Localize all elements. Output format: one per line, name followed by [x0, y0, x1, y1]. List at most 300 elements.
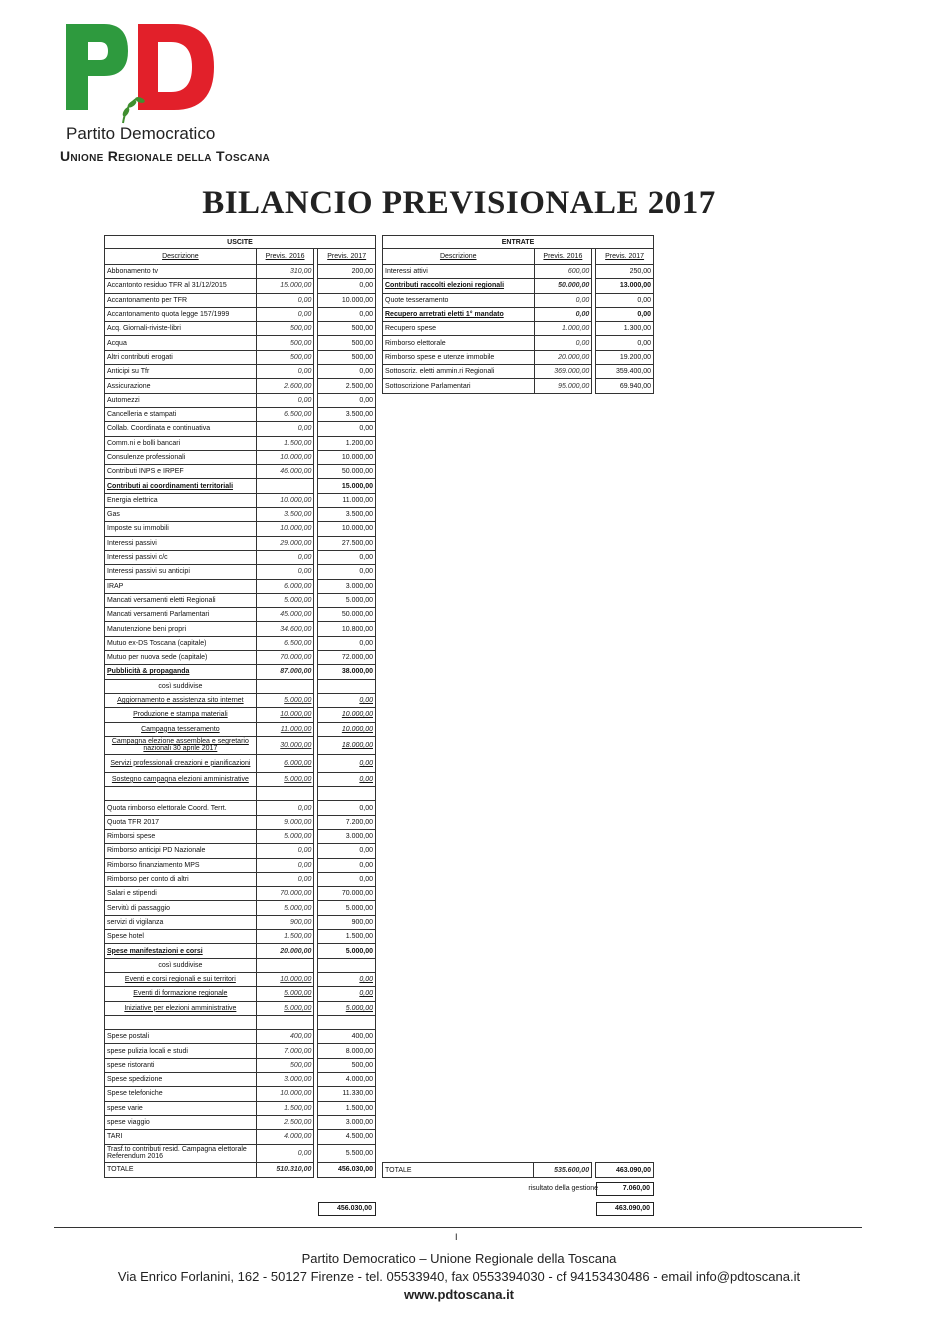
table-row [105, 708, 376, 722]
party-name: Partito Democratico [66, 124, 216, 143]
row-previs-2016: 0,00 [256, 307, 314, 321]
total-2017: 463.090,00 [596, 1163, 654, 1178]
row-previs-2017: 0,00 [318, 693, 376, 707]
table-row [105, 479, 376, 493]
table-row [105, 279, 376, 293]
row-previs-2017: 2.500,00 [318, 379, 376, 393]
row-previs-2017: 200,00 [318, 265, 376, 279]
row-previs-2016: 6.000,00 [256, 754, 314, 772]
row-description: Spese spedizione [105, 1073, 257, 1087]
row-previs-2016: 0,00 [256, 565, 314, 579]
row-description: Acqua [105, 336, 257, 350]
row-description: Eventi e corsi regionali e sui territori [105, 972, 257, 986]
row-previs-2016: 7.000,00 [256, 1044, 314, 1058]
table-row [383, 293, 654, 307]
row-previs-2016: 5.000,00 [256, 901, 314, 915]
row-previs-2017: 359.400,00 [596, 365, 654, 379]
table-row [105, 565, 376, 579]
row-description: Spese hotel [105, 930, 257, 944]
row-description: Consulenze professionali [105, 450, 257, 464]
row-description: Mancati versamenti eletti Regionali [105, 593, 257, 607]
row-previs-2016: 500,00 [256, 1058, 314, 1072]
table-row [105, 307, 376, 321]
table-row [105, 493, 376, 507]
row-previs-2017: 72.000,00 [318, 651, 376, 665]
row-previs-2017: 0,00 [318, 422, 376, 436]
row-previs-2016: 0,00 [256, 293, 314, 307]
row-description: Abbonamento tv [105, 265, 257, 279]
row-previs-2016: 10.000,00 [256, 493, 314, 507]
row-previs-2016 [256, 679, 314, 693]
table-row [105, 858, 376, 872]
row-previs-2016: 34.600,00 [256, 622, 314, 636]
table-row [105, 944, 376, 958]
row-description: Sottoscrizione Parlamentari [383, 379, 535, 393]
total-label: TOTALE [105, 1162, 257, 1177]
row-previs-2017: 50.000,00 [318, 465, 376, 479]
row-previs-2016: 600,00 [534, 265, 592, 279]
row-previs-2017: 10.000,00 [318, 522, 376, 536]
row-previs-2017 [318, 787, 376, 801]
row-description: spese pulizia locali e studi [105, 1044, 257, 1058]
row-previs-2017: 500,00 [318, 336, 376, 350]
row-previs-2017: 38.000,00 [318, 665, 376, 679]
row-description: Servizi professionali creazioni e pianificazioni [105, 754, 257, 772]
row-previs-2017: 10.800,00 [318, 622, 376, 636]
uscite-final-total: 456.030,00 [318, 1202, 376, 1216]
row-previs-2016: 0,00 [256, 422, 314, 436]
row-description: Quota rimborso elettorale Coord. Terrt. [105, 801, 257, 815]
row-previs-2017: 0,00 [318, 987, 376, 1001]
row-description [105, 787, 257, 801]
row-previs-2017: 13.000,00 [596, 279, 654, 293]
row-previs-2017: 0,00 [318, 972, 376, 986]
table-row [105, 679, 376, 693]
row-description: Imposte su immobili [105, 522, 257, 536]
table-row [105, 844, 376, 858]
table-row [105, 1030, 376, 1044]
row-previs-2017: 0,00 [596, 307, 654, 321]
uscite-table [104, 235, 376, 1178]
row-previs-2017: 3.500,00 [318, 407, 376, 421]
row-description: Servitù di passaggio [105, 901, 257, 915]
row-description: Rimborso finanziamento MPS [105, 858, 257, 872]
row-previs-2016: 0,00 [256, 844, 314, 858]
row-previs-2016: 95.000,00 [534, 379, 592, 393]
row-previs-2016: 3.000,00 [256, 1073, 314, 1087]
row-description: Energia elettrica [105, 493, 257, 507]
table-row [105, 872, 376, 886]
footer-address: Via Enrico Forlanini, 162 - 50127 Firenze - tel. 05533940, fax 0553394030 - cf 94153430486 - email info@pdtoscana.it [117, 1269, 801, 1284]
table-row [105, 522, 376, 536]
row-description: Recupero spese [383, 322, 535, 336]
row-description: Altri contributi erogati [105, 350, 257, 364]
table-row [105, 322, 376, 336]
row-previs-2017: 8.000,00 [318, 1044, 376, 1058]
total-2016: 510.310,00 [256, 1162, 314, 1177]
row-description: Spese telefoniche [105, 1087, 257, 1101]
row-previs-2016: 46.000,00 [256, 465, 314, 479]
footer-org: Partito Democratico – Unione Regionale della Toscana [301, 1251, 617, 1266]
row-previs-2016: 0,00 [256, 550, 314, 564]
pd-logo [60, 20, 300, 170]
table-row [105, 1001, 376, 1015]
row-previs-2016: 0,00 [256, 1144, 314, 1162]
row-previs-2016: 1.500,00 [256, 1101, 314, 1115]
row-previs-2017: 5.000,00 [318, 593, 376, 607]
row-description: Interessi passivi [105, 536, 257, 550]
row-previs-2017: 400,00 [318, 1030, 376, 1044]
total-label: TOTALE [383, 1163, 534, 1178]
row-previs-2017: 70.000,00 [318, 887, 376, 901]
row-description: Trasf.to contributi resid. Campagna elettorale Referendum 2016 [105, 1144, 257, 1162]
row-previs-2016: 1.500,00 [256, 930, 314, 944]
table-row [105, 608, 376, 622]
row-previs-2016: 10.000,00 [256, 708, 314, 722]
table-row [105, 465, 376, 479]
table-row [105, 815, 376, 829]
row-previs-2016: 0,00 [256, 365, 314, 379]
row-description: Rimborso elettorale [383, 336, 535, 350]
row-previs-2016: 70.000,00 [256, 887, 314, 901]
table-row [105, 772, 376, 786]
row-previs-2017: 10.000,00 [318, 722, 376, 736]
row-previs-2016: 2.600,00 [256, 379, 314, 393]
row-previs-2016: 0,00 [534, 293, 592, 307]
row-previs-2016: 5.000,00 [256, 693, 314, 707]
row-description: Anticipi su Tfr [105, 365, 257, 379]
row-description: Campagna elezione assemblea e segretario nazionali 30 aprile 2017 [105, 736, 257, 754]
table-row [105, 1130, 376, 1144]
row-description: Recupero arretrati eletti 1° mandato [383, 307, 535, 321]
row-previs-2016: 310,00 [256, 265, 314, 279]
row-previs-2016: 50.000,00 [534, 279, 592, 293]
total-2016: 535.600,00 [534, 1163, 592, 1178]
table-row [383, 336, 654, 350]
row-previs-2017: 3.000,00 [318, 1115, 376, 1129]
row-previs-2016: 6.500,00 [256, 636, 314, 650]
row-description: Quote tesseramento [383, 293, 535, 307]
party-region: Unione Regionale della Toscana [60, 148, 271, 164]
row-previs-2017: 18.000,00 [318, 736, 376, 754]
row-previs-2017: 5.500,00 [318, 1144, 376, 1162]
table-row [105, 379, 376, 393]
table-row [383, 365, 654, 379]
table-row [105, 422, 376, 436]
table-row [105, 265, 376, 279]
row-description: Sottoscriz. eletti ammin.ri Regionali [383, 365, 535, 379]
footer-divider [54, 1227, 862, 1228]
row-previs-2017: 10.000,00 [318, 708, 376, 722]
table-row [105, 665, 376, 679]
row-previs-2016: 11.000,00 [256, 722, 314, 736]
row-previs-2017: 1.500,00 [318, 930, 376, 944]
row-previs-2016: 20.000,00 [534, 350, 592, 364]
row-description: Contributi INPS e IRPEF [105, 465, 257, 479]
table-row [105, 1144, 376, 1162]
row-description: Produzione e stampa materiali [105, 708, 257, 722]
row-previs-2017: 3.500,00 [318, 508, 376, 522]
table-row [105, 436, 376, 450]
row-description: spese varie [105, 1101, 257, 1115]
table-row [105, 393, 376, 407]
row-previs-2017: 10.000,00 [318, 293, 376, 307]
table-row [383, 379, 654, 393]
row-previs-2017: 0,00 [318, 844, 376, 858]
entrate-heading: ENTRATE [383, 236, 654, 249]
row-previs-2017: 4.000,00 [318, 1073, 376, 1087]
row-previs-2016 [256, 479, 314, 493]
col-previs-2017: Previs. 2017 [318, 249, 376, 265]
table-row [105, 336, 376, 350]
row-previs-2017: 7.200,00 [318, 815, 376, 829]
row-description: Pubblicità & propaganda [105, 665, 257, 679]
row-previs-2016: 5.000,00 [256, 1001, 314, 1015]
table-row [105, 1101, 376, 1115]
row-previs-2016: 45.000,00 [256, 608, 314, 622]
row-description: Interessi passivi c/c [105, 550, 257, 564]
row-description: Accantonamento quota legge 157/1999 [105, 307, 257, 321]
row-description: Interessi passivi su anticipi [105, 565, 257, 579]
row-previs-2016: 1.000,00 [534, 322, 592, 336]
page-number: I [455, 1232, 458, 1242]
row-previs-2016: 500,00 [256, 336, 314, 350]
row-previs-2017: 0,00 [318, 772, 376, 786]
entrate-final-total: 463.090,00 [596, 1202, 654, 1216]
row-previs-2016: 0,00 [256, 801, 314, 815]
row-previs-2017: 0,00 [318, 279, 376, 293]
row-description [105, 1015, 257, 1029]
row-description: Gas [105, 508, 257, 522]
table-row [105, 987, 376, 1001]
table-row [105, 536, 376, 550]
row-description: Mancati versamenti Parlamentari [105, 608, 257, 622]
row-description: Spese manifestazioni e corsi [105, 944, 257, 958]
row-description: Sostegno campagna elezioni amministrative [105, 772, 257, 786]
row-previs-2016: 3.500,00 [256, 508, 314, 522]
row-previs-2017: 0,00 [318, 858, 376, 872]
row-previs-2016: 400,00 [256, 1030, 314, 1044]
col-previs-2017: Previs. 2017 [596, 249, 654, 265]
row-description: Interessi attivi [383, 265, 535, 279]
row-description: Manutenzione beni propri [105, 622, 257, 636]
row-description: Assicurazione [105, 379, 257, 393]
row-previs-2017 [318, 958, 376, 972]
row-previs-2016: 0,00 [256, 858, 314, 872]
row-previs-2016: 5.000,00 [256, 593, 314, 607]
row-previs-2016: 9.000,00 [256, 815, 314, 829]
pd-logo-mark-icon [66, 24, 216, 124]
col-descrizione: Descrizione [105, 249, 257, 265]
table-row [105, 350, 376, 364]
row-previs-2016: 1.500,00 [256, 436, 314, 450]
row-description: Rimborso per conto di altri [105, 872, 257, 886]
table-row [105, 651, 376, 665]
row-previs-2016: 0,00 [256, 393, 314, 407]
row-previs-2017: 5.000,00 [318, 944, 376, 958]
table-row [105, 930, 376, 944]
uscite-total-row [105, 1162, 376, 1177]
table-row [383, 350, 654, 364]
table-row [105, 787, 376, 801]
row-previs-2017: 0,00 [318, 550, 376, 564]
row-description: Iniziative per elezioni amministrative [105, 1001, 257, 1015]
row-description: spese ristoranti [105, 1058, 257, 1072]
row-previs-2017 [318, 679, 376, 693]
row-description: così suddivise [105, 958, 257, 972]
row-previs-2016: 30.000,00 [256, 736, 314, 754]
col-previs-2016: Previs. 2016 [256, 249, 314, 265]
row-description: Accantonto residuo TFR al 31/12/2015 [105, 279, 257, 293]
row-description: spese viaggio [105, 1115, 257, 1129]
table-row [105, 508, 376, 522]
row-previs-2017: 0,00 [318, 872, 376, 886]
uscite-heading: USCITE [105, 236, 376, 249]
row-previs-2016: 20.000,00 [256, 944, 314, 958]
row-previs-2017: 3.000,00 [318, 829, 376, 843]
row-previs-2017: 250,00 [596, 265, 654, 279]
row-previs-2016 [256, 958, 314, 972]
row-previs-2016: 5.000,00 [256, 987, 314, 1001]
row-description: Cancelleria e stampati [105, 407, 257, 421]
row-previs-2017: 0,00 [596, 293, 654, 307]
entrate-total-table [382, 1162, 654, 1178]
row-previs-2017: 0,00 [318, 307, 376, 321]
row-previs-2017: 500,00 [318, 1058, 376, 1072]
table-row [105, 1058, 376, 1072]
row-description: Mutuo ex-DS Toscana (capitale) [105, 636, 257, 650]
row-previs-2017: 5.000,00 [318, 1001, 376, 1015]
row-previs-2016: 70.000,00 [256, 651, 314, 665]
row-previs-2016: 6.000,00 [256, 579, 314, 593]
table-row [105, 1073, 376, 1087]
row-previs-2016: 5.000,00 [256, 772, 314, 786]
row-description: Aggiornamento e assistenza sito internet [105, 693, 257, 707]
row-description: servizi di vigilanza [105, 915, 257, 929]
row-previs-2016: 10.000,00 [256, 522, 314, 536]
row-description: TARI [105, 1130, 257, 1144]
row-previs-2017: 0,00 [318, 801, 376, 815]
row-previs-2016: 0,00 [534, 336, 592, 350]
table-row [105, 293, 376, 307]
row-previs-2017: 10.000,00 [318, 450, 376, 464]
row-previs-2017: 4.500,00 [318, 1130, 376, 1144]
row-previs-2017: 0,00 [318, 365, 376, 379]
row-previs-2017: 15.000,00 [318, 479, 376, 493]
row-description: Spese postali [105, 1030, 257, 1044]
col-previs-2016: Previs. 2016 [534, 249, 592, 265]
row-previs-2016: 500,00 [256, 322, 314, 336]
table-row [105, 407, 376, 421]
table-row [105, 722, 376, 736]
table-row [105, 693, 376, 707]
table-row [105, 636, 376, 650]
table-row [105, 736, 376, 754]
row-description: Acq. Giornali-riviste-libri [105, 322, 257, 336]
table-row [105, 579, 376, 593]
row-previs-2017: 0,00 [318, 754, 376, 772]
row-previs-2017: 5.000,00 [318, 901, 376, 915]
row-previs-2017: 1.200,00 [318, 436, 376, 450]
row-previs-2017: 50.000,00 [318, 608, 376, 622]
row-previs-2016: 2.500,00 [256, 1115, 314, 1129]
row-description: Mutuo per nuova sede (capitale) [105, 651, 257, 665]
row-previs-2016: 0,00 [256, 872, 314, 886]
footer-website[interactable]: www.pdtoscana.it [403, 1287, 515, 1302]
table-row [105, 1115, 376, 1129]
row-description: Contributi ai coordinamenti territoriali [105, 479, 257, 493]
row-previs-2017: 500,00 [318, 350, 376, 364]
row-previs-2016: 10.000,00 [256, 972, 314, 986]
row-previs-2016: 900,00 [256, 915, 314, 929]
row-description: Quota TFR 2017 [105, 815, 257, 829]
total-2017: 456.030,00 [318, 1162, 376, 1177]
row-previs-2017: 1.300,00 [596, 322, 654, 336]
row-previs-2016: 10.000,00 [256, 450, 314, 464]
row-description: Accantonamento per TFR [105, 293, 257, 307]
row-previs-2017: 900,00 [318, 915, 376, 929]
table-row [383, 265, 654, 279]
row-previs-2017: 1.500,00 [318, 1101, 376, 1115]
row-description: IRAP [105, 579, 257, 593]
table-row [105, 958, 376, 972]
table-row [105, 801, 376, 815]
entrate-table [382, 235, 654, 394]
table-row [105, 915, 376, 929]
table-row [105, 365, 376, 379]
row-previs-2016: 15.000,00 [256, 279, 314, 293]
row-previs-2017: 0,00 [318, 565, 376, 579]
row-previs-2016: 10.000,00 [256, 1087, 314, 1101]
risultato-value: 7.060,00 [596, 1182, 654, 1196]
row-previs-2016 [256, 1015, 314, 1029]
page-title: BILANCIO PREVISIONALE 2017 [202, 185, 716, 221]
row-description: Comm.ni e bolli bancari [105, 436, 257, 450]
row-previs-2016: 87.000,00 [256, 665, 314, 679]
row-previs-2017: 69.940,00 [596, 379, 654, 393]
table-row [383, 322, 654, 336]
table-row [105, 450, 376, 464]
row-previs-2017 [318, 1015, 376, 1029]
row-description: Rimborso spese e utenze immobile [383, 350, 535, 364]
table-row [105, 887, 376, 901]
table-row [105, 1087, 376, 1101]
row-description: Rimborsi spese [105, 829, 257, 843]
row-previs-2017: 27.500,00 [318, 536, 376, 550]
row-description: Salari e stipendi [105, 887, 257, 901]
row-previs-2017: 11.000,00 [318, 493, 376, 507]
table-row [383, 279, 654, 293]
table-row [105, 550, 376, 564]
row-previs-2016: 369.000,00 [534, 365, 592, 379]
row-previs-2017: 0,00 [318, 636, 376, 650]
row-description: così suddivise [105, 679, 257, 693]
row-description: Rimborso anticipi PD Nazionale [105, 844, 257, 858]
table-row [105, 1015, 376, 1029]
row-previs-2017: 0,00 [596, 336, 654, 350]
row-previs-2017: 3.000,00 [318, 579, 376, 593]
table-row [105, 829, 376, 843]
table-row [105, 593, 376, 607]
row-previs-2017: 11.330,00 [318, 1087, 376, 1101]
risultato-label: risultato della gestione [528, 1185, 598, 1192]
row-previs-2016 [256, 787, 314, 801]
row-description: Automezzi [105, 393, 257, 407]
row-previs-2017: 500,00 [318, 322, 376, 336]
row-previs-2017: 19.200,00 [596, 350, 654, 364]
row-previs-2016: 500,00 [256, 350, 314, 364]
row-previs-2016: 6.500,00 [256, 407, 314, 421]
